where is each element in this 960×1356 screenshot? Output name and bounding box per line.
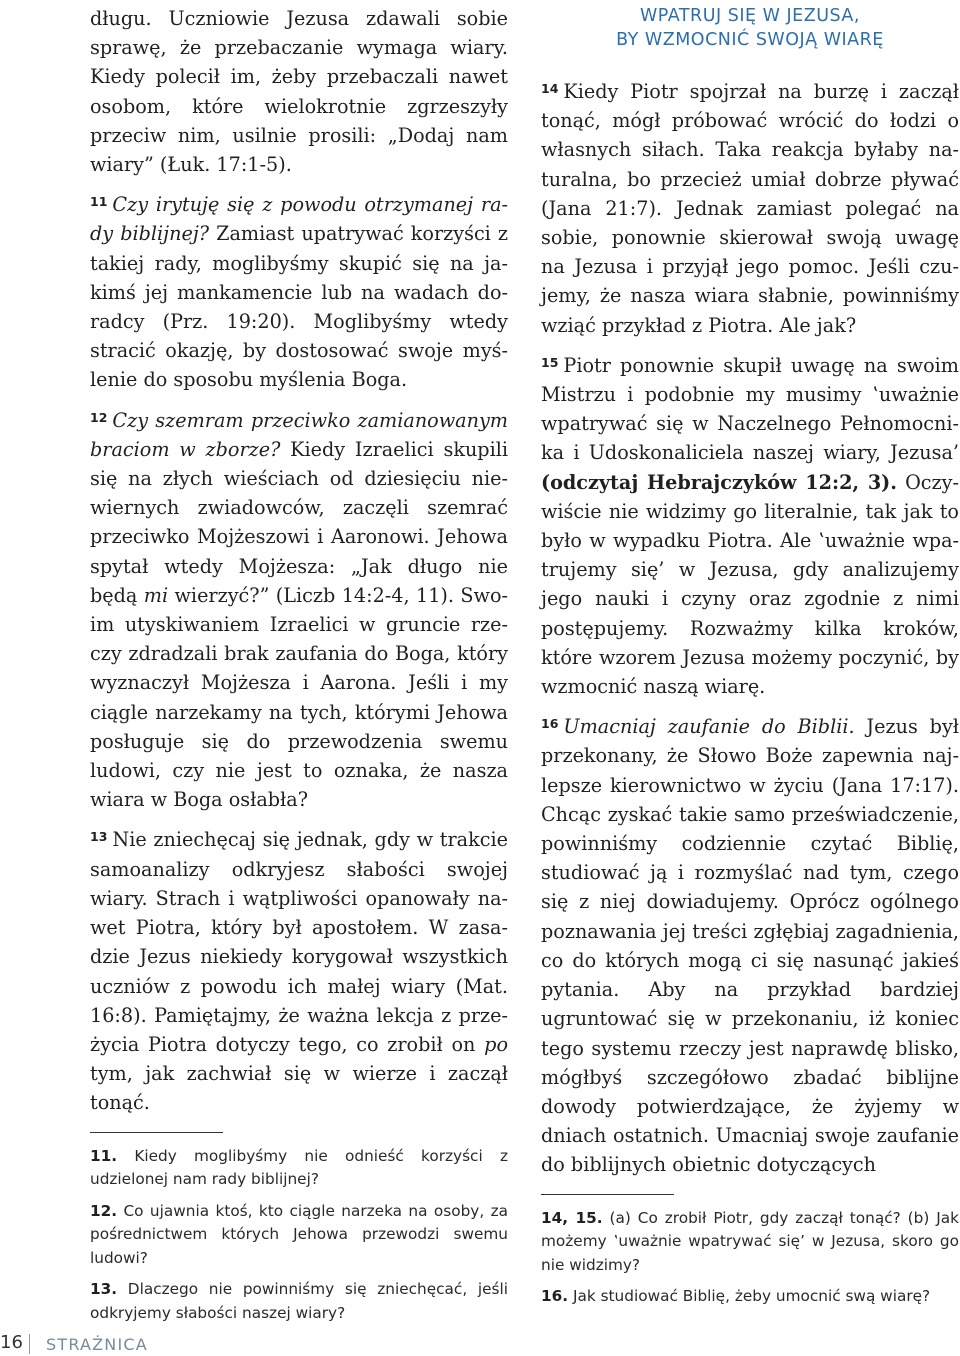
left-column: [90, 4, 508, 1333]
study-question-16: [541, 1285, 959, 1309]
paragraph-number-16: 16: [541, 716, 559, 732]
publication-name: STRAŻNICA: [46, 1335, 148, 1354]
paragraph-number-12: 12: [90, 409, 108, 425]
right-column: [541, 4, 959, 1317]
question-number: 14, 15.: [541, 1208, 603, 1227]
footer-divider: [29, 1334, 30, 1354]
question-heading-12: Czy szemram przeciwko zamianowanym braciom w zborze?: [90, 408, 508, 461]
paragraph-12: [90, 403, 508, 815]
intro-text: długu. Uczniowie Jezusa zdawali sobie sprawę, że przebaczanie wymaga wiary. Kiedy polecił im, żeby przebaczali nawet osobom, które wielokrotnie zgrzeszyły przeciw nim, usilnie prosili: „Dodaj nam wiary” (Łuk. 17:1-5).: [90, 7, 508, 177]
study-question-11: [90, 1145, 508, 1192]
paragraph-12-text-after: wierzyć?” (Liczb 14:2-4, 11). Swoim utyskiwaniem Izraelici w gruncie rzeczy zdradzali brak zaufania do Boga, który wyznaczył Mojżesza i Aarona. Jeśli i my ciągle narzekamy na tych, którymi Jehowa posługuje się do przewodzenia swemu ludowi, czy nie jest to oznaka, że nasza wiara w Boga osłabła?: [90, 583, 508, 812]
section-heading: [541, 4, 959, 52]
emphasis-po: po: [484, 1032, 508, 1056]
paragraph-15-text-before: Piotr ponownie skupił uwagę na swoim Mistrzu i podobnie my musimy ‛uważnie wpatrywać się w Naczelnego Pełnomocnika i Udoskonaliciela naszej wiary, Jezusa’: [541, 353, 959, 465]
section-heading-line-1: WPATRUJ SIĘ W JEZUSA,: [640, 6, 860, 26]
paragraph-12-text-before: Kiedy Izraelici skupili się na złych wieściach od dziesięciu niewiernych zwiadowców, zaczęli szemrać przeciwko Mojżeszowi i Aaronowi. Jehowa spytał wtedy Mojżesza: „Jak długo nie będą: [90, 437, 508, 607]
question-text: (a) Co zrobił Piotr, gdy zaczął tonąć? (b) Jak możemy ‛uważnie wpatrywać się’ w Jezusa, skoro go nie widzimy?: [541, 1208, 959, 1274]
paragraph-15-text-after: Oczywiście nie widzimy go literalnie, tak jak to było w wypadku Piotra. Ale ‛uważnie wpatrujemy się’ w Jezusa, gdy analizujemy jego nauki i czyny oraz zgodnie z nimi postępujemy. Rozważmy kilka kroków, które wzorem Jezusa możemy poczynić, by wzmocnić naszą wiarę.: [541, 470, 959, 699]
paragraph-13: [90, 822, 508, 1117]
page-number: 16: [0, 1332, 23, 1353]
paragraph-13-text-before: Nie zniechęcaj się jednak, gdy w trakcie samoanalizy odkryjesz słabości swojej wiary. Strach i wątpliwości opanowały nawet Piotra, który był apostołem. W zasadzie Jezus niekiedy korygował wszystkich uczniów z powodu ich małej wiary (Mat. 16:8). Pamiętajmy, że ważna lekcja z przeżycia Piotra dotyczy tego, co zrobił on: [90, 828, 508, 1056]
paragraph-16-text: Jezus był przekonany, że Słowo Boże zapewnia najlepsze kierownictwo w życiu (Jana 17:17). Chcąc zyskać takie samo przeświadczenie, powinniśmy codziennie czytać Biblię, studiować ją i rozmyślać nad tym, czego się z niej dowiadujemy. Oprócz ogólnego poznawania jej treści zgłębiaj zagadnienia, co do których mogą ci się nasunąć jakieś pytania. Aby na przykład bardziej ugruntować się w przekonaniu, iż koniec tego systemu rzeczy jest naprawdę blisko, mógłbyś szczegółowo zbadać biblijne dowody potwierdzające, że żyjemy w dniach ostatnich. Umacniaj swoje zaufanie do biblijnych obietnic dotyczących: [541, 715, 959, 1177]
paragraph-number-15: 15: [541, 354, 559, 370]
emphasis-mi: mi: [143, 583, 169, 607]
question-text: Dlaczego nie powinniśmy się zniechęcać, jeśli odkryjemy słabości naszej wiary?: [90, 1280, 508, 1322]
paragraph-number-14: 14: [541, 81, 559, 96]
question-number: 16.: [541, 1287, 569, 1306]
paragraph-15: [541, 348, 959, 701]
study-question-12: [90, 1200, 508, 1271]
paragraph-14-text: Kiedy Piotr spojrzał na burzę i zaczął tonąć, mógł próbować wrócić do łodzi o własnych siłach. Taka reakcja byłaby naturalna, bo przecież umiał dobrze pływać (Jana 21:7). Jednak zamiast polegać na sobie, ponownie skierował swoją uwagę na Jezusa i przyjął jego pomoc. Jeśli czujemy, że nasza wiara słabnie, powinniśmy wziąć przykład z Piotra. Ale jak?: [541, 80, 959, 337]
question-number: 12.: [90, 1201, 118, 1220]
question-number: 13.: [90, 1280, 118, 1299]
subheading-16: Umacniaj zaufanie do Biblii.: [563, 715, 855, 739]
question-text: Jak studiować Biblię, żeby umocnić swą wiarę?: [572, 1287, 931, 1306]
section-heading-line-2: BY WZMOCNIĆ SWOJĄ WIARĘ: [616, 30, 884, 50]
intro-paragraph: [90, 4, 508, 179]
study-question-13: [90, 1278, 508, 1325]
questions-divider: [90, 1132, 223, 1133]
study-question-14-15: [541, 1207, 959, 1278]
scripture-reference: (odczytaj Hebrajczyków 12:2, 3).: [541, 470, 897, 494]
paragraph-11-text: Zamiast upatrywać korzyści z takiej rady, moglibyśmy skupić się na jakimś jej mankamencie lub na wadach doradcy (Prz. 19:20). Moglibyśmy wtedy stracić okazję, by dostosować swoje myślenie do sposobu myślenia Boga.: [90, 222, 508, 392]
question-number: 11.: [90, 1146, 118, 1165]
question-text: Kiedy moglibyśmy nie odnieść korzyści z udzielonej nam rady biblijnej?: [90, 1146, 508, 1189]
questions-divider: [541, 1194, 674, 1195]
paragraph-14: [541, 74, 959, 340]
paragraph-number-13: 13: [90, 829, 108, 845]
paragraph-11: [90, 187, 508, 394]
question-text: Co ujawnia ktoś, kto ciągle narzeka na osoby, za pośrednictwem których Jehowa przewodzi swemu ludowi?: [90, 1201, 508, 1267]
question-heading-11: Czy irytuję się z powodu otrzymanej rady biblijnej?: [90, 193, 508, 246]
paragraph-16: [541, 709, 959, 1179]
paragraph-number-11: 11: [90, 194, 108, 210]
paragraph-13-text-after: tym, jak zachwiał się w wierze i zaczął tonąć.: [90, 1062, 508, 1115]
